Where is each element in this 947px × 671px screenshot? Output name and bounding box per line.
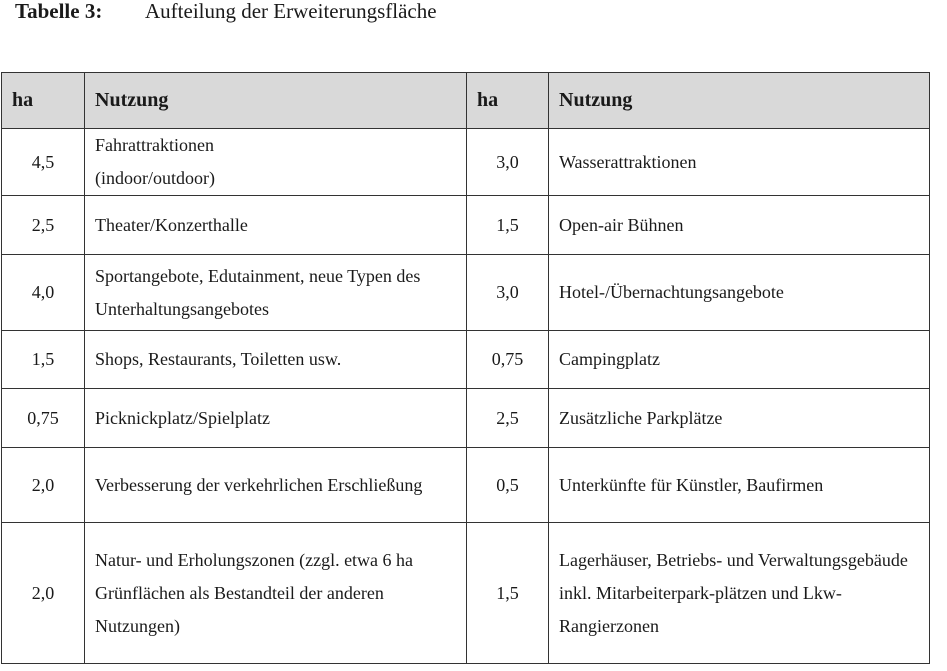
use-right-cell: Lagerhäuser, Betriebs- und Verwaltungsgebäude inkl. Mitarbeiterpark-plätzen und Lkw-Rangierzonen	[549, 523, 930, 664]
ha-right-cell: 3,0	[467, 255, 549, 331]
table-row	[2, 523, 930, 664]
ha-left-cell: 2,5	[2, 196, 85, 255]
use-left-cell: Theater/Konzerthalle	[85, 196, 467, 255]
ha-right-cell: 1,5	[467, 523, 549, 664]
ha-right-cell: 2,5	[467, 389, 549, 448]
use-left-cell: Shops, Restaurants, Toiletten usw.	[85, 331, 467, 389]
use-right-cell: Zusätzliche Parkplätze	[549, 389, 930, 448]
use-right-cell: Hotel-/Übernachtungsangebote	[549, 255, 930, 331]
use-left-cell: Sportangebote, Edutainment, neue Typen des Unterhaltungsangebotes	[85, 255, 467, 331]
use-right-cell: Unterkünfte für Künstler, Baufirmen	[549, 448, 930, 523]
header-ha-right: ha	[467, 73, 549, 129]
use-right-cell: Open-air Bühnen	[549, 196, 930, 255]
table-row	[2, 196, 930, 255]
ha-left-cell: 4,0	[2, 255, 85, 331]
use-left-cell: Picknickplatz/Spielplatz	[85, 389, 467, 448]
table-row	[2, 389, 930, 448]
allocation-table	[1, 72, 930, 664]
caption-label: Tabelle 3:	[15, 0, 103, 23]
ha-right-cell: 0,75	[467, 331, 549, 389]
ha-left-cell: 0,75	[2, 389, 85, 448]
ha-left-cell: 1,5	[2, 331, 85, 389]
use-left-cell-line1: Fahrattraktionen	[95, 135, 214, 155]
ha-right-cell: 1,5	[467, 196, 549, 255]
use-left-cell	[85, 129, 467, 196]
ha-left-cell: 2,0	[2, 523, 85, 664]
table-caption	[15, 0, 437, 24]
use-right-cell: Campingplatz	[549, 331, 930, 389]
header-ha-left: ha	[2, 73, 85, 129]
table-row	[2, 129, 930, 196]
use-right-cell: Wasserattraktionen	[549, 129, 930, 196]
header-use-left: Nutzung	[85, 73, 467, 129]
caption-title: Aufteilung der Erweiterungsfläche	[145, 0, 437, 23]
ha-left-cell: 4,5	[2, 129, 85, 196]
header-row	[2, 73, 930, 129]
ha-right-cell: 3,0	[467, 129, 549, 196]
use-left-cell-line2: (indoor/outdoor)	[95, 168, 215, 188]
table-row	[2, 331, 930, 389]
use-left-cell: Verbesserung der verkehrlichen Erschließung	[85, 448, 467, 523]
header-use-right: Nutzung	[549, 73, 930, 129]
ha-right-cell: 0,5	[467, 448, 549, 523]
ha-left-cell: 2,0	[2, 448, 85, 523]
use-left-cell: Natur- und Erholungszonen (zzgl. etwa 6 ha Grünflächen als Bestandteil der anderen Nutzungen)	[85, 523, 467, 664]
table-row	[2, 255, 930, 331]
table-row	[2, 448, 930, 523]
